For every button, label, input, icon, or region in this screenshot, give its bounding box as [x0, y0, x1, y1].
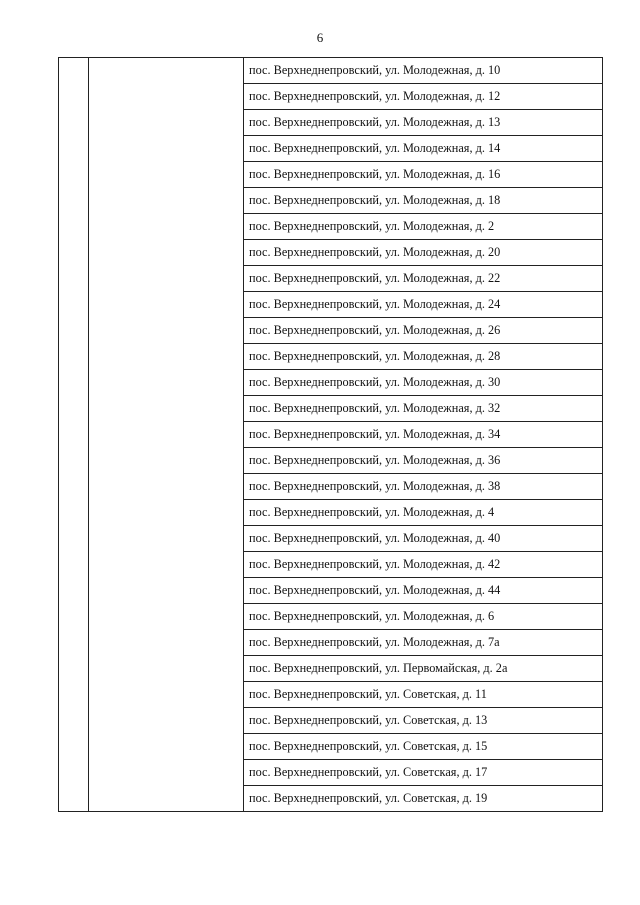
- name-column-cell: [89, 58, 244, 812]
- address-table-body: [59, 58, 603, 812]
- address-cell: пос. Верхнеднепровский, ул. Молодежная, д. 2: [244, 214, 603, 240]
- address-cell: пос. Верхнеднепровский, ул. Советская, д. 19: [244, 786, 603, 812]
- address-cell: пос. Верхнеднепровский, ул. Молодежная, д. 20: [244, 240, 603, 266]
- address-cell: пос. Верхнеднепровский, ул. Молодежная, д. 28: [244, 344, 603, 370]
- address-cell: пос. Верхнеднепровский, ул. Молодежная, д. 38: [244, 474, 603, 500]
- address-table: [58, 57, 603, 812]
- number-column-cell: [59, 58, 89, 812]
- address-cell: пос. Верхнеднепровский, ул. Молодежная, д. 24: [244, 292, 603, 318]
- address-cell: пос. Верхнеднепровский, ул. Молодежная, д. 32: [244, 396, 603, 422]
- address-cell: пос. Верхнеднепровский, ул. Молодежная, д. 26: [244, 318, 603, 344]
- address-cell: пос. Верхнеднепровский, ул. Молодежная, д. 16: [244, 162, 603, 188]
- address-cell: пос. Верхнеднепровский, ул. Молодежная, д. 18: [244, 188, 603, 214]
- address-cell: пос. Верхнеднепровский, ул. Молодежная, д. 42: [244, 552, 603, 578]
- address-cell: пос. Верхнеднепровский, ул. Молодежная, д. 22: [244, 266, 603, 292]
- address-cell: пос. Верхнеднепровский, ул. Советская, д. 11: [244, 682, 603, 708]
- address-cell: пос. Верхнеднепровский, ул. Молодежная, д. 7а: [244, 630, 603, 656]
- address-cell: пос. Верхнеднепровский, ул. Молодежная, д. 12: [244, 84, 603, 110]
- address-cell: пос. Верхнеднепровский, ул. Молодежная, д. 36: [244, 448, 603, 474]
- address-cell: пос. Верхнеднепровский, ул. Молодежная, д. 13: [244, 110, 603, 136]
- address-cell: пос. Верхнеднепровский, ул. Молодежная, д. 44: [244, 578, 603, 604]
- address-cell: пос. Верхнеднепровский, ул. Молодежная, д. 34: [244, 422, 603, 448]
- address-cell: пос. Верхнеднепровский, ул. Советская, д. 17: [244, 760, 603, 786]
- address-cell: пос. Верхнеднепровский, ул. Молодежная, д. 4: [244, 500, 603, 526]
- address-cell: пос. Верхнеднепровский, ул. Молодежная, д. 14: [244, 136, 603, 162]
- address-cell: пос. Верхнеднепровский, ул. Советская, д. 13: [244, 708, 603, 734]
- address-cell: пос. Верхнеднепровский, ул. Молодежная, д. 10: [244, 58, 603, 84]
- address-cell: пос. Верхнеднепровский, ул. Советская, д. 15: [244, 734, 603, 760]
- address-cell: пос. Верхнеднепровский, ул. Первомайская, д. 2а: [244, 656, 603, 682]
- address-cell: пос. Верхнеднепровский, ул. Молодежная, д. 40: [244, 526, 603, 552]
- address-cell: пос. Верхнеднепровский, ул. Молодежная, д. 30: [244, 370, 603, 396]
- page-number: 6: [316, 30, 324, 45]
- table-row: [59, 58, 603, 84]
- address-cell: пос. Верхнеднепровский, ул. Молодежная, д. 6: [244, 604, 603, 630]
